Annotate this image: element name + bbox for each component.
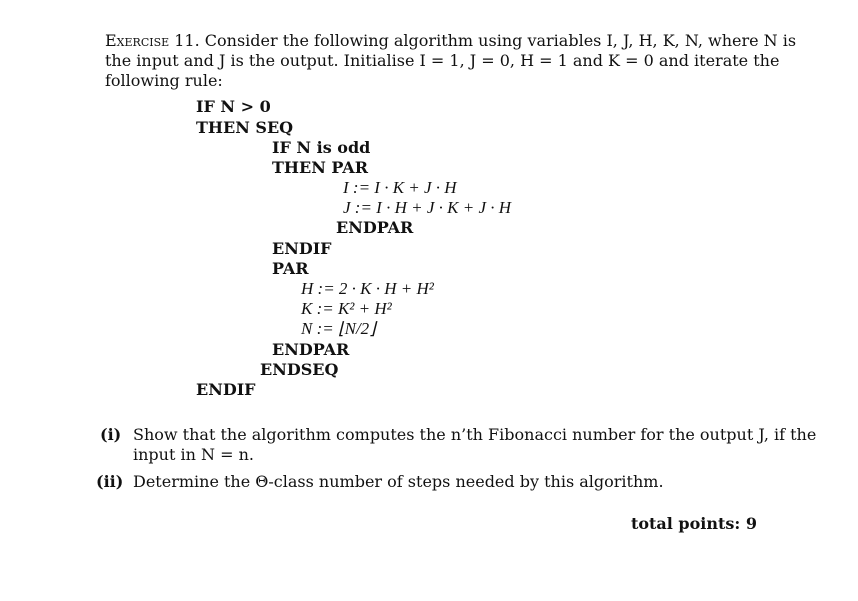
endpar-inner: ENDPAR [336, 218, 414, 237]
assign-k: K := K² + H² [301, 299, 392, 318]
intro-line-2: the input and J is the output. Initialise I = 1, J = 0, H = 1 and K = 0 and iterate the [105, 51, 780, 70]
if-n-positive: IF N > 0 [196, 97, 271, 116]
question-2-line-1: Determine the Θ-class number of steps needed by this algorithm. [133, 472, 664, 491]
if-n-odd: IF N is odd [272, 138, 371, 157]
assign-j: J := I · H + J · K + J · H [343, 198, 512, 217]
assign-i: I := I · K + J · H [343, 178, 457, 197]
assign-n: N := ⌊N/2⌋ [301, 319, 376, 338]
then-par: THEN PAR [272, 158, 368, 177]
question-1-label: (i) [100, 425, 122, 444]
intro-line-1 [105, 31, 797, 51]
question-2-label: (ii) [96, 472, 124, 491]
intro-line-3: following rule: [105, 71, 223, 90]
exercise-label: Exercise 11. [105, 31, 200, 50]
endif-inner: ENDIF [272, 239, 332, 258]
endif: ENDIF [196, 380, 256, 399]
par: PAR [272, 259, 309, 278]
question-1-line-2: input in N = n. [133, 445, 254, 464]
endpar: ENDPAR [272, 340, 350, 359]
assign-h: H := 2 · K · H + H² [301, 279, 434, 298]
total-points: total points: 9 [630, 514, 757, 533]
exercise-intro [105, 31, 797, 91]
then-seq: THEN SEQ [196, 118, 294, 137]
endseq: ENDSEQ [260, 360, 339, 379]
intro-text-1: Consider the following algorithm using variables I, J, H, K, N, where N is [204, 31, 797, 50]
question-1-line-1: Show that the algorithm computes the n’th Fibonacci number for the output J, if the [133, 425, 817, 444]
